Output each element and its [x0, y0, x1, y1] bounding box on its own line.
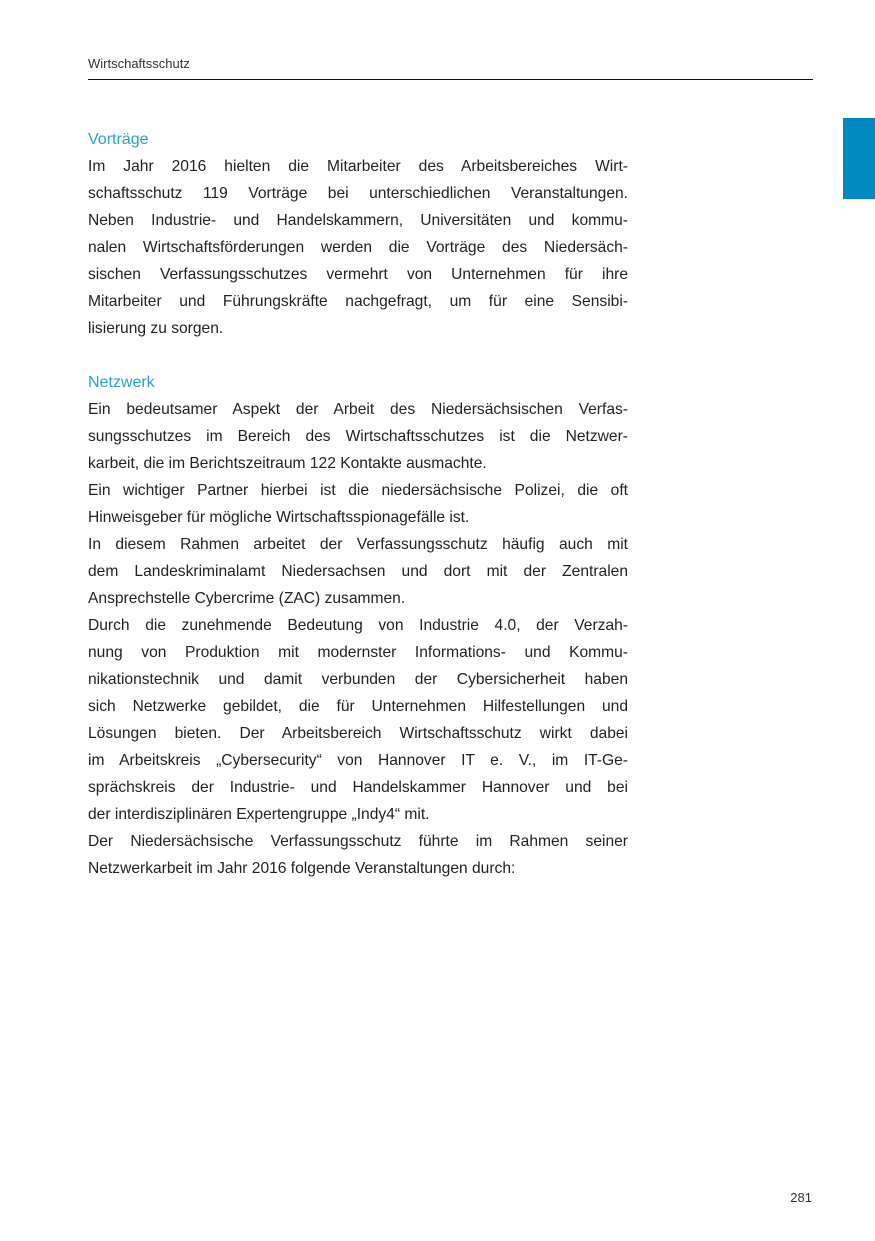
text-line: dem Landeskriminalamt Niedersachsen und dort mit der Zentralen — [88, 563, 628, 580]
text-line: lisierung zu sorgen. — [88, 320, 224, 337]
text-line: sischen Verfassungsschutzes vermehrt von Unternehmen für ihre — [88, 266, 628, 283]
text-line: der interdisziplinären Expertengruppe „Indy4“ mit. — [88, 806, 430, 823]
text-line: sprächskreis der Industrie- und Handelskammer Hannover und bei — [88, 779, 628, 796]
section-heading: Netzwerk — [88, 374, 155, 391]
text-line: Hinweisgeber für mögliche Wirtschaftsspionagefälle ist. — [88, 509, 470, 526]
chapter-tab-marker — [843, 118, 875, 199]
text-line: sich Netzwerke gebildet, die für Unternehmen Hilfestellungen und — [88, 698, 628, 715]
text-line: Durch die zunehmende Bedeutung von Industrie 4.0, der Verzah- — [88, 617, 628, 634]
text-line: Im Jahr 2016 hielten die Mitarbeiter des Arbeitsbereiches Wirt- — [88, 158, 628, 175]
text-line: Lösungen bieten. Der Arbeitsbereich Wirtschaftsschutz wirkt dabei — [88, 725, 628, 742]
header-rule — [88, 79, 813, 80]
section-heading: Vorträge — [88, 131, 149, 148]
running-header: Wirtschaftsschutz — [88, 56, 190, 71]
text-line: nikationstechnik und damit verbunden der Cybersicherheit haben — [88, 671, 628, 688]
text-line: Ein bedeutsamer Aspekt der Arbeit des Niedersächsischen Verfas- — [88, 401, 628, 418]
text-line: Neben Industrie- und Handelskammern, Universitäten und kommu- — [88, 212, 628, 229]
text-line: nalen Wirtschaftsförderungen werden die Vorträge des Niedersäch- — [88, 239, 628, 256]
text-line: Mitarbeiter und Führungskräfte nachgefragt, um für eine Sensibi- — [88, 293, 628, 310]
text-line: Der Niedersächsische Verfassungsschutz führte im Rahmen seiner — [88, 833, 628, 850]
text-line: im Arbeitskreis „Cybersecurity“ von Hannover IT e. V., im IT-Ge- — [88, 752, 628, 769]
section-netzwerk — [88, 369, 628, 882]
text-line: schaftsschutz 119 Vorträge bei unterschiedlichen Veranstaltungen. — [88, 185, 628, 202]
text-line: Ansprechstelle Cybercrime (ZAC) zusammen. — [88, 590, 406, 607]
page-number: 281 — [790, 1190, 812, 1205]
text-line: Netzwerkarbeit im Jahr 2016 folgende Veranstaltungen durch: — [88, 860, 516, 877]
text-line: karbeit, die im Berichtszeitraum 122 Kontakte ausmachte. — [88, 455, 487, 472]
text-line: In diesem Rahmen arbeitet der Verfassungsschutz häufig auch mit — [88, 536, 628, 553]
text-line: Ein wichtiger Partner hierbei ist die niedersächsische Polizei, die oft — [88, 482, 628, 499]
text-line: sungsschutzes im Bereich des Wirtschaftsschutzes ist die Netzwer- — [88, 428, 628, 445]
text-line: nung von Produktion mit modernster Informations- und Kommu- — [88, 644, 628, 661]
section-vortraege — [88, 126, 628, 342]
